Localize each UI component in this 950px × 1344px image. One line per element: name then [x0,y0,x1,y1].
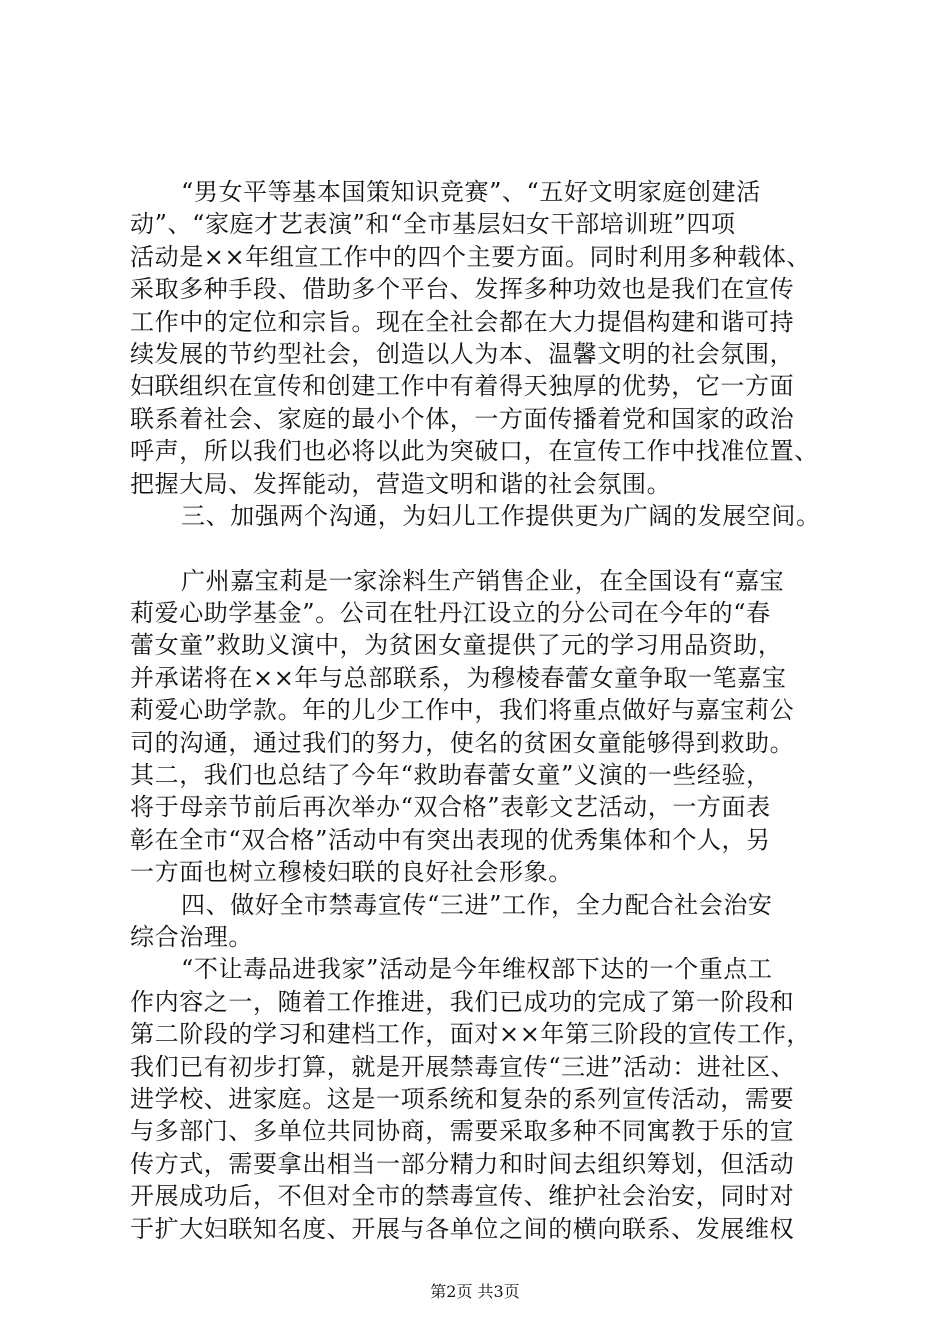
text-line: 把握大局、发挥能动，营造文明和谐的社会氛围。 [130,469,672,498]
text-line: 一方面也树立穆棱妇联的良好社会形象。 [130,858,573,887]
text-line: 莉爱心助学款。年的儿少工作中，我们将重点做好与嘉宝莉公 [130,696,795,725]
section-heading: 四、做好全市禁毒宣传“三进”工作，全力配合社会治安 [181,890,773,919]
document-body [130,176,830,1245]
text-line: 开展成功后，不但对全市的禁毒宣传、维护社会治安，同时对 [130,1182,795,1211]
text-line: 进学校、进家庭。这是一项系统和复杂的系列宣传活动，需要 [130,1084,795,1113]
text-line: 呼声，所以我们也必将以此为突破口，在宣传工作中找准位置、 [130,437,819,466]
text-line: 莉爱心助学基金”。公司在牡丹江设立的分公司在今年的“春 [130,599,771,628]
text-line: 广州嘉宝莉是一家涂料生产销售企业，在全国设有“嘉宝 [181,566,785,595]
text-line: 采取多种手段、借助多个平台、发挥多种功效也是我们在宣传 [130,275,795,304]
text-line: 妇联组织在宣传和创建工作中有着得天独厚的优势，它一方面 [130,372,795,401]
text-line: 动”、“家庭才艺表演”和“全市基层妇女干部培训班”四项 [130,210,736,239]
blank-line [130,532,830,564]
text-line: 于扩大妇联知名度、开展与各单位之间的横向联系、发展维权 [130,1214,795,1243]
text-line: 作内容之一，随着工作推进，我们已成功的完成了第一阶段和 [130,987,795,1016]
text-line: 续发展的节约型社会，创造以人为本、温馨文明的社会氛围， [130,339,795,368]
text-line: 并承诺将在××年与总部联系，为穆棱春蕾女童争取一笔嘉宝 [130,663,787,692]
text-line: 与多部门、多单位共同协商，需要采取多种不同寓教于乐的宣 [130,1117,795,1146]
section-heading-continued: 综合治理。 [130,922,253,951]
text-line: 彰在全市“双合格”活动中有突出表现的优秀集体和个人，另 [130,825,771,854]
section-heading: 三、加强两个沟通，为妇儿工作提供更为广阔的发展空间。 [181,501,821,530]
text-line: 第二阶段的学习和建档工作，面对××年第三阶段的宣传工作， [130,1020,812,1049]
text-line: 我们已有初步打算，就是开展禁毒宣传“三进”活动：进社区、 [130,1052,796,1081]
text-line: “不让毒品进我家”活动是今年维权部下达的一个重点工 [181,955,773,984]
text-line: “男女平等基本国策知识竞赛”、“五好文明家庭创建活 [181,178,761,206]
page-number-footer: 第2页 共3页 [430,1282,520,1301]
text-line: 传方式，需要拿出相当一部分精力和时间去组织筹划，但活动 [130,1149,795,1178]
text-line: 将于母亲节前后再次举办“双合格”表彰文艺活动，一方面表 [130,793,771,822]
text-line: 蕾女童”救助义演中，为贫困女童提供了元的学习用品资助， [130,631,783,660]
text-line: 其二，我们也总结了今年“救助春蕾女童”义演的一些经验， [130,761,771,790]
text-line: 工作中的定位和宗旨。现在全社会都在大力提倡构建和谐可持 [130,307,795,336]
text-line: 司的沟通，通过我们的努力，使名的贫困女童能够得到救助。 [130,728,795,757]
text-line: 联系着社会、家庭的最小个体，一方面传播着党和国家的政治 [130,404,795,433]
text-line: 活动是××年组宣工作中的四个主要方面。同时利用多种载体、 [130,242,812,271]
